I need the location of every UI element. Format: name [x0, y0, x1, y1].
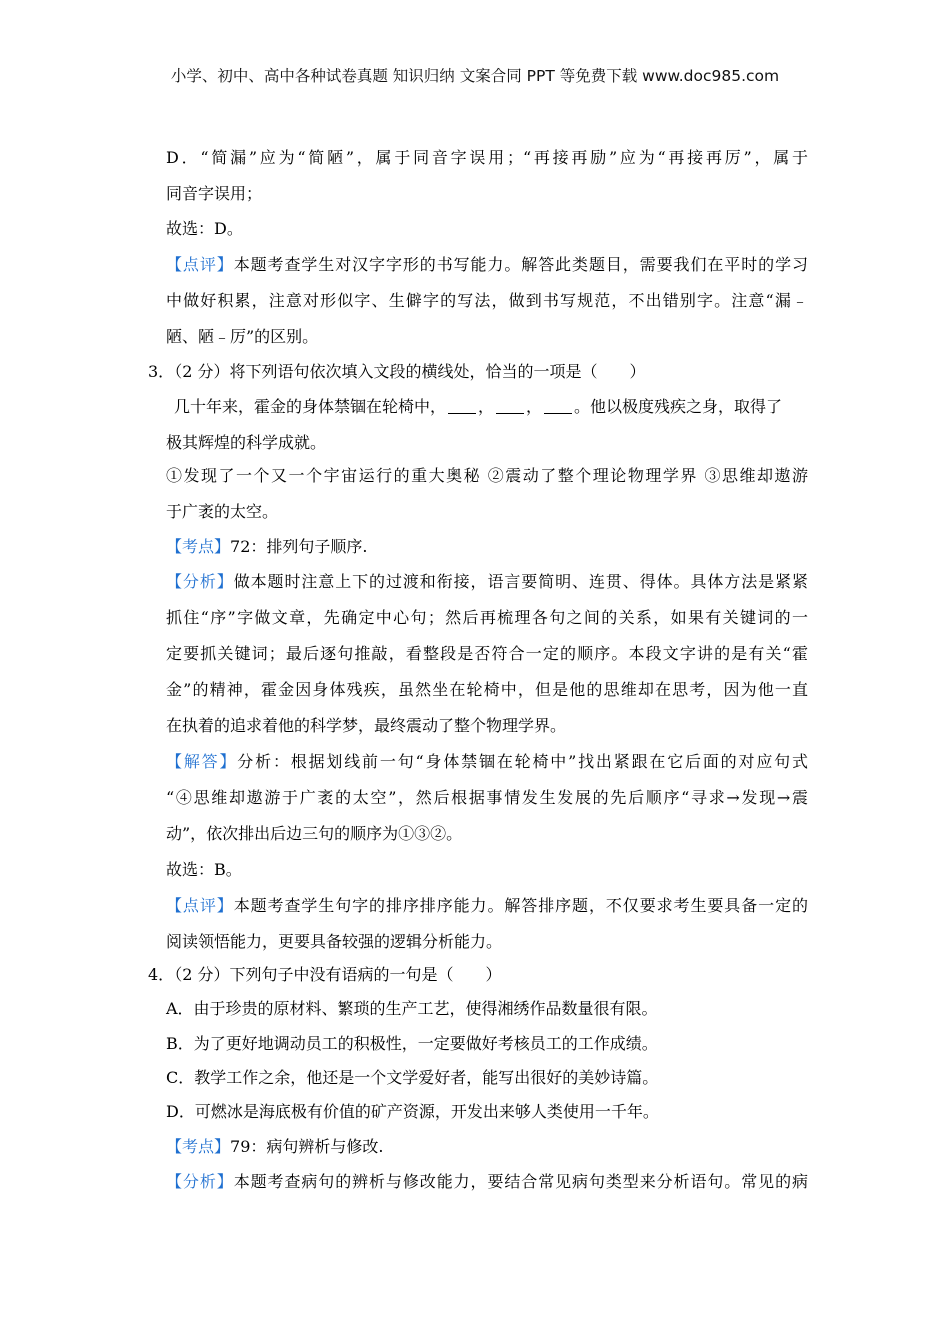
jieda-tag: 【解答】	[166, 752, 238, 771]
q4-option-c: C．教学工作之余，他还是一个文学爱好者，能写出很好的美妙诗篇。	[166, 1068, 659, 1087]
q3-kaodian: 【考点】72：排列句子顺序.	[166, 537, 368, 556]
fill-blank-1	[448, 398, 476, 414]
q3-comment-line1: 【点评】本题考查学生句字的排序排序能力。解答排序题，不仅要求考生要具备一定的	[166, 896, 808, 915]
fenxi-tag: 【分析】	[166, 572, 234, 591]
q3-fenxi-line4: 金”的精神，霍金因身体残疾，虽然坐在轮椅中，但是他的思维却在思考，因为他一直	[166, 680, 808, 699]
q3-fenxi-line2: 抓住“序”字做文章，先确定中心句；然后再梳理各句之间的关系，如果有关键词的一	[166, 608, 808, 627]
page-header: 小学、初中、高中各种试卷真题 知识归纳 文案合同 PPT 等免费下载 www.doc985.com	[170, 67, 780, 85]
q2-comment-line1: 【点评】本题考查学生对汉字字形的书写能力。解答此类题目，需要我们在平时的学习	[166, 255, 808, 274]
q3-fenxi-line1: 【分析】做本题时注意上下的过渡和衔接，语言要简明、连贯、得体。具体方法是紧紧	[166, 572, 808, 591]
fill-blank-2	[496, 398, 524, 414]
question-number: 4．	[148, 965, 175, 984]
q2-option-d-line2: 同音字误用；	[166, 184, 263, 203]
fenxi-tag: 【分析】	[166, 1172, 234, 1191]
q3-passage-line1: 几十年来，霍金的身体禁锢在轮椅中， ， ， 。他以极度残疾之身，取得了	[174, 397, 783, 416]
q4-option-b: B．为了更好地调动员工的积极性，一定要做好考核员工的工作成绩。	[166, 1034, 658, 1053]
q3-jieda-line1: 【解答】分析：根据划线前一句“身体禁锢在轮椅中”找出紧跟在它后面的对应句式	[166, 752, 808, 771]
q3-jieda-line2: “④思维却遨游于广袤的太空”，然后根据事情发生发展的先后顺序“寻求→发现→震	[166, 788, 808, 807]
q4-option-a: A．由于珍贵的原材料、繁琐的生产工艺，使得湘绣作品数量很有限。	[166, 999, 658, 1018]
q4-kaodian: 【考点】79：病句辨析与修改.	[166, 1137, 384, 1156]
q3-stem: 3．（2 分）将下列语句依次填入文段的横线处，恰当的一项是（ ）	[148, 362, 646, 381]
kaodian-tag: 【考点】	[166, 537, 231, 556]
q3-passage-line2: 极其辉煌的科学成就。	[166, 433, 327, 452]
fill-blank-3	[544, 398, 572, 414]
q3-comment-line2: 阅读领悟能力，更要具备较强的逻辑分析能力。	[166, 932, 503, 951]
kaodian-tag: 【考点】	[166, 1137, 231, 1156]
q2-comment-line3: 陋、陋﹣厉”的区别。	[166, 327, 319, 346]
q3-jieda-line3: 动”，依次排出后边三句的顺序为①③②。	[166, 824, 463, 843]
q4-option-d: D．可燃冰是海底极有价值的矿产资源，开发出来够人类使用一千年。	[166, 1102, 659, 1121]
q2-comment-line2: 中做好积累，注意对形似字、生僻字的写法，做到书写规范，不出错别字。注意“漏﹣	[166, 291, 808, 310]
comment-tag: 【点评】	[166, 896, 234, 915]
q3-fenxi-line3: 定要抓关键词；最后逐句推敲，看整段是否符合一定的顺序。本段文字讲的是有关“霍	[166, 644, 808, 663]
q3-answer: 故选：B。	[166, 860, 242, 879]
q4-fenxi-line1: 【分析】本题考查病句的辨析与修改能力，要结合常见病句类型来分析语句。常见的病	[166, 1172, 808, 1191]
question-number: 3．	[148, 362, 175, 381]
q3-fenxi-line5: 在执着的追求着他的科学梦，最终震动了整个物理学界。	[166, 716, 567, 735]
q2-answer: 故选：D。	[166, 219, 243, 238]
q3-options-line2: 于广袤的太空。	[166, 502, 279, 521]
comment-tag: 【点评】	[166, 255, 234, 274]
q2-option-d-line1: D．“简漏”应为“简陋”，属于同音字误用；“再接再励”应为“再接再厉”，属于	[166, 148, 808, 167]
q4-stem: 4．（2 分）下列句子中没有语病的一句是（ ）	[148, 965, 502, 984]
q3-options-line1: ①发现了一个又一个宇宙运行的重大奥秘 ②震动了整个理论物理学界 ③思维却遨游	[166, 466, 808, 485]
